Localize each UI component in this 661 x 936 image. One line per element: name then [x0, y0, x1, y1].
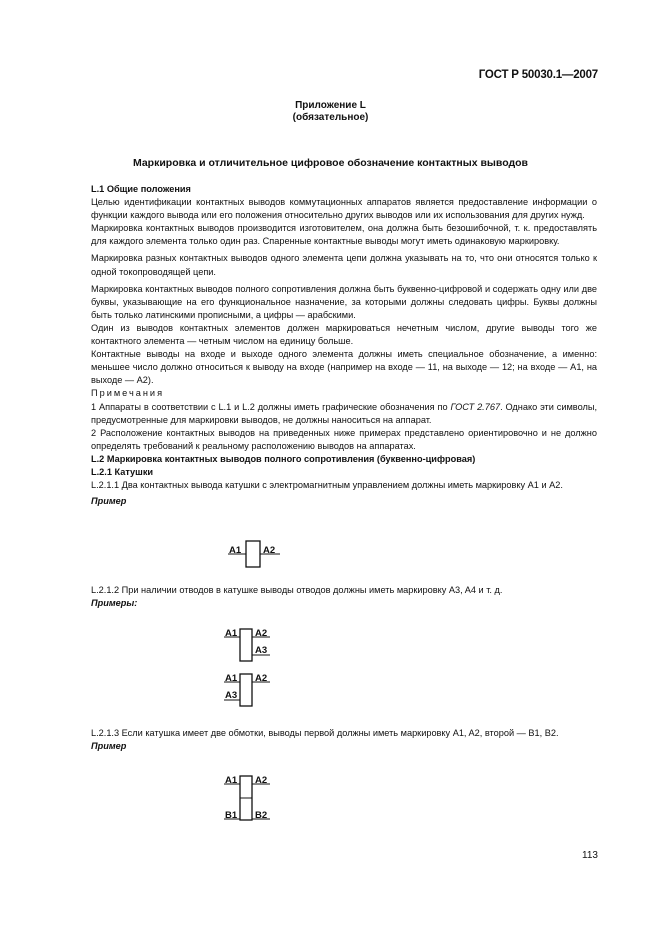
terminal-label: A2: [255, 673, 268, 684]
coil-symbol: [240, 674, 252, 706]
paragraph: Маркировка контактных выводов производится изготовителем, она должна быть безошибочной, т. к. предоставлять для каждого элемента только один раз. Спаренные контактные выводы могут иметь одинаковую маркировку.: [91, 223, 597, 247]
coil-symbol: [246, 541, 260, 567]
terminal-label: B2: [255, 810, 268, 821]
section-heading-l2: L.2 Маркировка контактных выводов полного сопротивления (буквенно-цифровая): [91, 453, 476, 464]
paragraph: Маркировка контактных выводов полного сопротивления должна быть буквенно-цифровой и содержать одну или две буквы, указывающие на его функциональное назначение, за которыми должны следовать цифры. Буквы должны быть только латинскими прописными, а цифры — арабскими.: [91, 283, 597, 320]
coil-symbol: [240, 629, 252, 661]
appendix-title: Приложение L: [295, 100, 366, 111]
example-label: Пример: [91, 496, 127, 507]
paragraph-l213: L.2.1.3 Если катушка имеет две обмотки, выводы первой должны иметь маркировку A1, A2, второй — B1, B2.: [91, 728, 559, 738]
paragraph-l212: L.2.1.2 При наличии отводов в катушке выводы отводов должны иметь маркировку A3, A4 и т. д.: [91, 585, 503, 595]
page-number: 113: [582, 850, 598, 861]
main-title: Маркировка и отличительное цифровое обозначение контактных выводов: [132, 157, 529, 169]
example-label: Пример: [91, 741, 127, 751]
terminal-label: A3: [225, 690, 238, 701]
terminal-label: A1: [229, 545, 242, 556]
note-text: . Однако эти символы, предусмотренные для маркировки выводов, не должны наноситься на аппарат.: [91, 401, 597, 425]
coil-diagram-4: [222, 773, 282, 825]
terminal-label: A1: [225, 628, 238, 639]
terminal-label: A1: [225, 673, 238, 684]
terminal-label: B1: [225, 810, 238, 821]
example-label: Примеры:: [91, 598, 138, 608]
note-2: 2 Расположение контактных выводов на приведенных ниже примерах представлено ориентировочно и не должно определять требований к реальному расположению выводов на аппаратах.: [91, 427, 597, 451]
section-heading-l1: L.1 Общие положения: [91, 184, 191, 194]
paragraph: Контактные выводы на входе и выходе одного элемента должны иметь специальное обозначение, а именно: меньшее число должно относиться к выводу на входе (например на входе — 11, на выходе — 12; на входе — A1, на выходе — A2).: [91, 349, 597, 386]
paragraph: Маркировка разных контактных выводов одного элемента цепи должна указывать на то, что они относятся только к одной токопроводящей цепи.: [91, 253, 597, 277]
body-text: [91, 183, 597, 508]
standard-reference: ГОСТ 2.767: [450, 401, 501, 412]
paragraph-text: Целью идентификации контактных выводов коммутационных аппаратов является предоставление информации о функции каждого вывода или его положения относительно других выводов или их использования для других нужд.: [91, 197, 597, 221]
appendix-subtitle: (обязательное): [292, 112, 369, 123]
terminal-label: A2: [263, 545, 276, 556]
terminal-label: A2: [255, 628, 268, 639]
section-heading-l21: L.2.1 Катушки: [91, 466, 154, 477]
paragraph: [91, 196, 597, 222]
standard-number: ГОСТ Р 50030.1—2007: [478, 69, 598, 81]
terminal-label: A3: [255, 645, 268, 656]
coil-diagram-1: [225, 538, 295, 570]
note-1: [91, 401, 597, 427]
notes-heading: Примечания: [91, 388, 165, 399]
coil-diagram-3: [222, 670, 282, 712]
coil-diagram-2: [222, 625, 282, 667]
terminal-label: A1: [225, 775, 238, 786]
terminal-label: A2: [255, 775, 268, 786]
paragraph-l211: L.2.1.1 Два контактных вывода катушки с электромагнитным управлением должны иметь маркировку A1 и A2.: [91, 480, 563, 491]
note-text: 1 Аппараты в соответствии с L.1 и L.2 должны иметь графические обозначения по: [91, 401, 451, 412]
paragraph: Один из выводов контактных элементов должен маркироваться нечетным числом, другие выводы того же контактного элемента — четным числом на единицу больше.: [91, 322, 597, 347]
